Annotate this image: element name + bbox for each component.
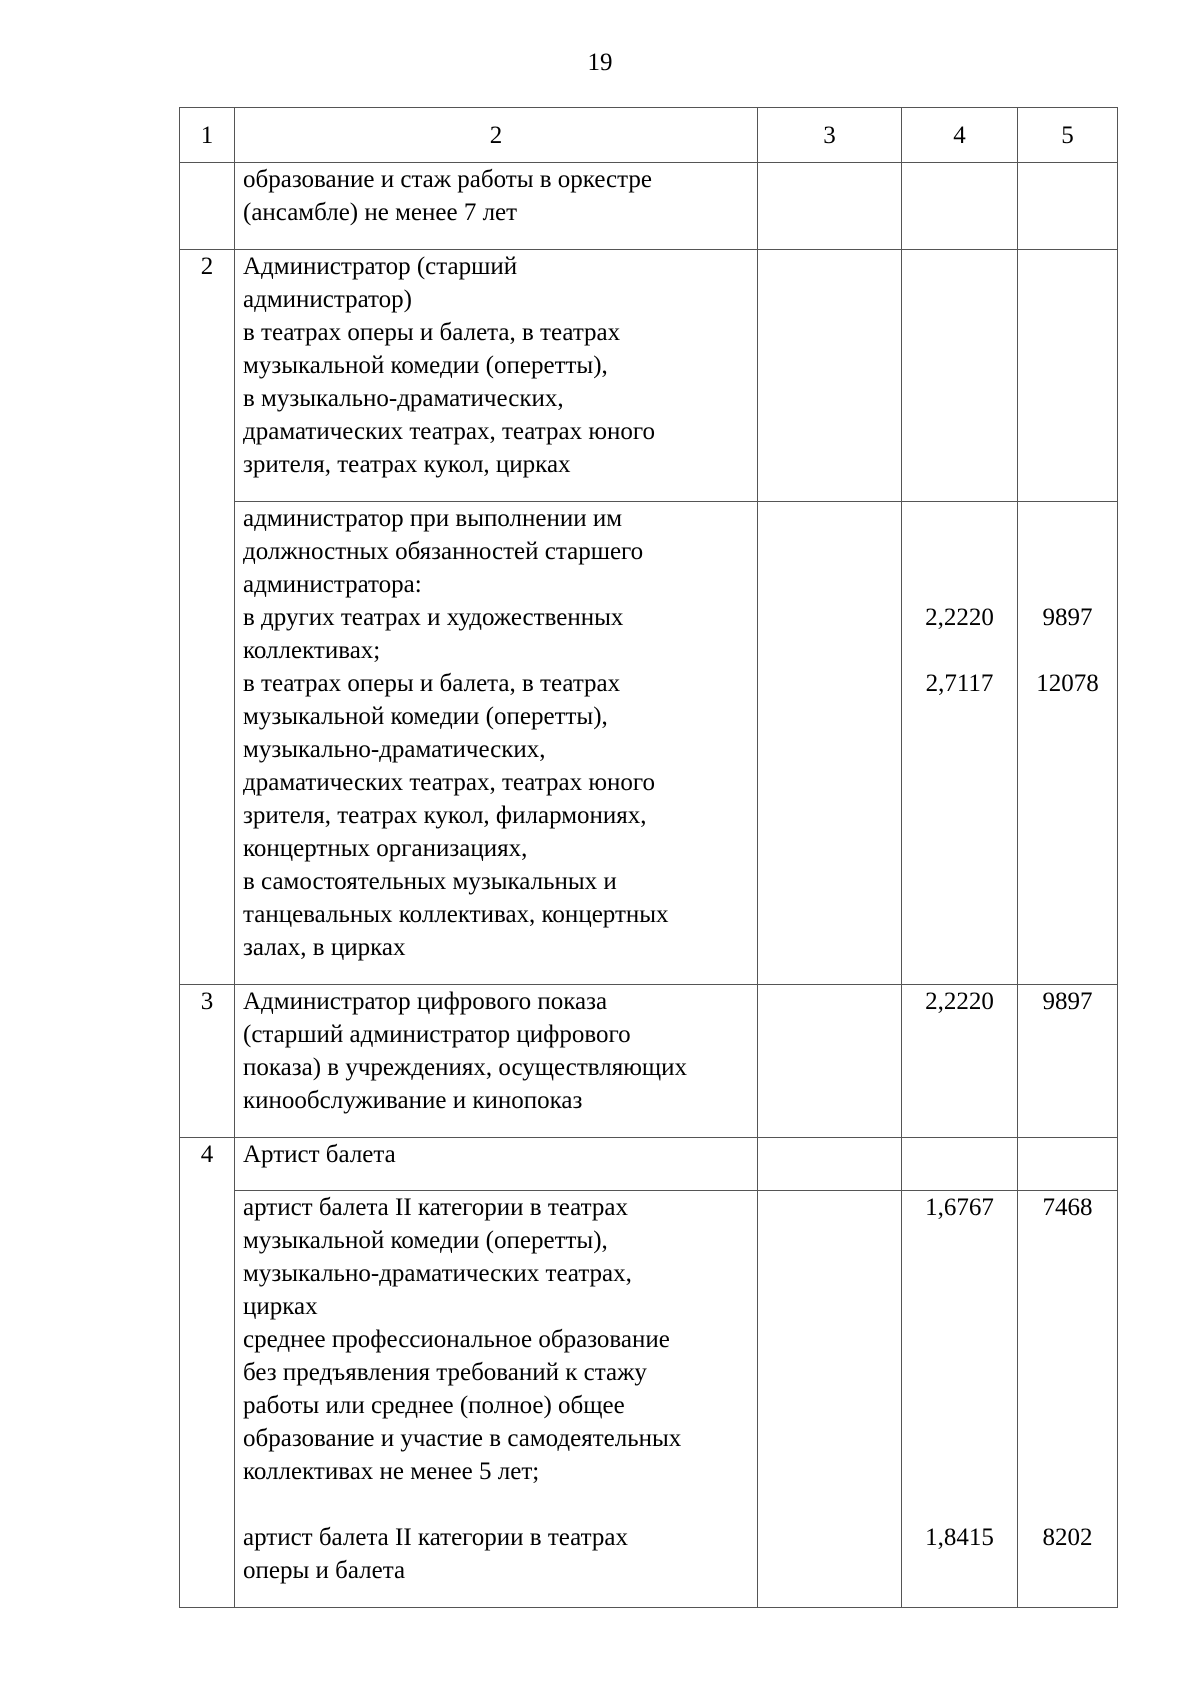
text-line: музыкально-драматических театрах, [243, 1260, 632, 1287]
text-line: коллективах не менее 5 лет; [243, 1458, 540, 1485]
table-header-row [180, 108, 1118, 163]
salary-cell [1018, 502, 1118, 985]
text-line: кинообслуживание и кинопоказ [243, 1087, 583, 1114]
text-line: в музыкально-драматических, [243, 385, 564, 412]
text-line: музыкально-драматических, [243, 736, 546, 763]
text-line: Администратор цифрового показа [243, 988, 608, 1015]
text-line: в театрах оперы и балета, в театрах [243, 319, 621, 346]
row-4-title: Артист балета [235, 1138, 758, 1191]
text-line: музыкальной комедии (оперетты), [243, 703, 608, 730]
col-3-cell [758, 163, 902, 250]
header-col-2: 2 [235, 108, 758, 163]
table-row-continuation [180, 163, 1118, 250]
salary-cell [1018, 1191, 1118, 1608]
rates-table [179, 107, 1118, 1608]
coefficient-value: 2,7117 [925, 670, 994, 697]
text-line: образование и участие в самодеятельных [243, 1425, 682, 1452]
salary-value: 12078 [1036, 670, 1099, 697]
text-line: без предъявления требований к стажу [243, 1359, 647, 1386]
table-row-2-sub [180, 502, 1118, 985]
text-line: показа) в учреждениях, осуществляющих [243, 1054, 687, 1081]
text-line: зрителя, театрах кукол, филармониях, [243, 802, 647, 829]
col-5-cell [1018, 250, 1118, 502]
col-4-cell [902, 1138, 1018, 1191]
row-number-2: 2 [180, 250, 235, 985]
col-5-cell [1018, 163, 1118, 250]
text-line: администратор) [243, 286, 412, 313]
col-4-cell [902, 250, 1018, 502]
salary-value: 7468 [1042, 1194, 1093, 1221]
row-2-subtext [235, 502, 758, 985]
table-row-2-title [180, 250, 1118, 502]
row-4-subtext [235, 1191, 758, 1608]
header-col-5: 5 [1018, 108, 1118, 163]
text-line: администратора: [243, 571, 422, 598]
text-line: зрителя, театрах кукол, цирках [243, 451, 571, 478]
row-number-3: 3 [180, 985, 235, 1138]
text-line: залах, в цирках [243, 934, 406, 961]
header-col-3: 3 [758, 108, 902, 163]
salary-cell: 9897 [1018, 985, 1118, 1138]
coefficient-cell: 2,2220 [902, 985, 1018, 1138]
table-row-4-title [180, 1138, 1118, 1191]
text-line: цирках [243, 1293, 318, 1320]
col-3-cell [758, 985, 902, 1138]
col-3-cell [758, 1138, 902, 1191]
text-line: (ансамбле) не менее 7 лет [243, 199, 518, 226]
col-3-cell [758, 502, 902, 985]
coefficient-cell [902, 1191, 1018, 1608]
text-line: среднее профессиональное образование [243, 1326, 670, 1353]
text-line: коллективах; [243, 637, 381, 664]
text-line: работы или среднее (полное) общее [243, 1392, 625, 1419]
header-col-4: 4 [902, 108, 1018, 163]
row-3-text [235, 985, 758, 1138]
col-3-cell [758, 250, 902, 502]
text-line: в театрах оперы и балета, в театрах [243, 670, 621, 697]
coefficient-value: 2,2220 [925, 604, 994, 631]
text-line: артист балета II категории в театрах [243, 1524, 628, 1551]
text-line: Администратор (старший [243, 253, 518, 280]
col-5-cell [1018, 1138, 1118, 1191]
text-line: концертных организациях, [243, 835, 528, 862]
row-2-title [235, 250, 758, 502]
text-line: музыкальной комедии (оперетты), [243, 352, 608, 379]
header-col-1: 1 [180, 108, 235, 163]
text-line: драматических театрах, театрах юного [243, 769, 656, 796]
text-line: в других театрах и художественных [243, 604, 624, 631]
coefficient-cell [902, 502, 1018, 985]
row-number-cell [180, 163, 235, 250]
salary-value: 9897 [1042, 604, 1093, 631]
coefficient-value: 1,6767 [925, 1194, 994, 1221]
text-line: музыкальной комедии (оперетты), [243, 1227, 608, 1254]
text-line: в самостоятельных музыкальных и [243, 868, 617, 895]
text-line: драматических театрах, театрах юного [243, 418, 656, 445]
text-line: артист балета II категории в театрах [243, 1194, 628, 1221]
col-4-cell [902, 163, 1018, 250]
text-line: администратор при выполнении им [243, 505, 623, 532]
table-row-3 [180, 985, 1118, 1138]
col-3-cell [758, 1191, 902, 1608]
row-number-4: 4 [180, 1138, 235, 1608]
page-number: 19 [587, 49, 613, 76]
text-line: оперы и балета [243, 1557, 406, 1584]
continuation-text [235, 163, 758, 250]
table-row-4-sub [180, 1191, 1118, 1608]
text-line: образование и стаж работы в оркестре [243, 166, 652, 193]
coefficient-value: 1,8415 [925, 1524, 994, 1551]
text-line: должностных обязанностей старшего [243, 538, 644, 565]
text-line: (старший администратор цифрового [243, 1021, 631, 1048]
salary-value: 8202 [1042, 1524, 1093, 1551]
text-line: танцевальных коллективах, концертных [243, 901, 669, 928]
